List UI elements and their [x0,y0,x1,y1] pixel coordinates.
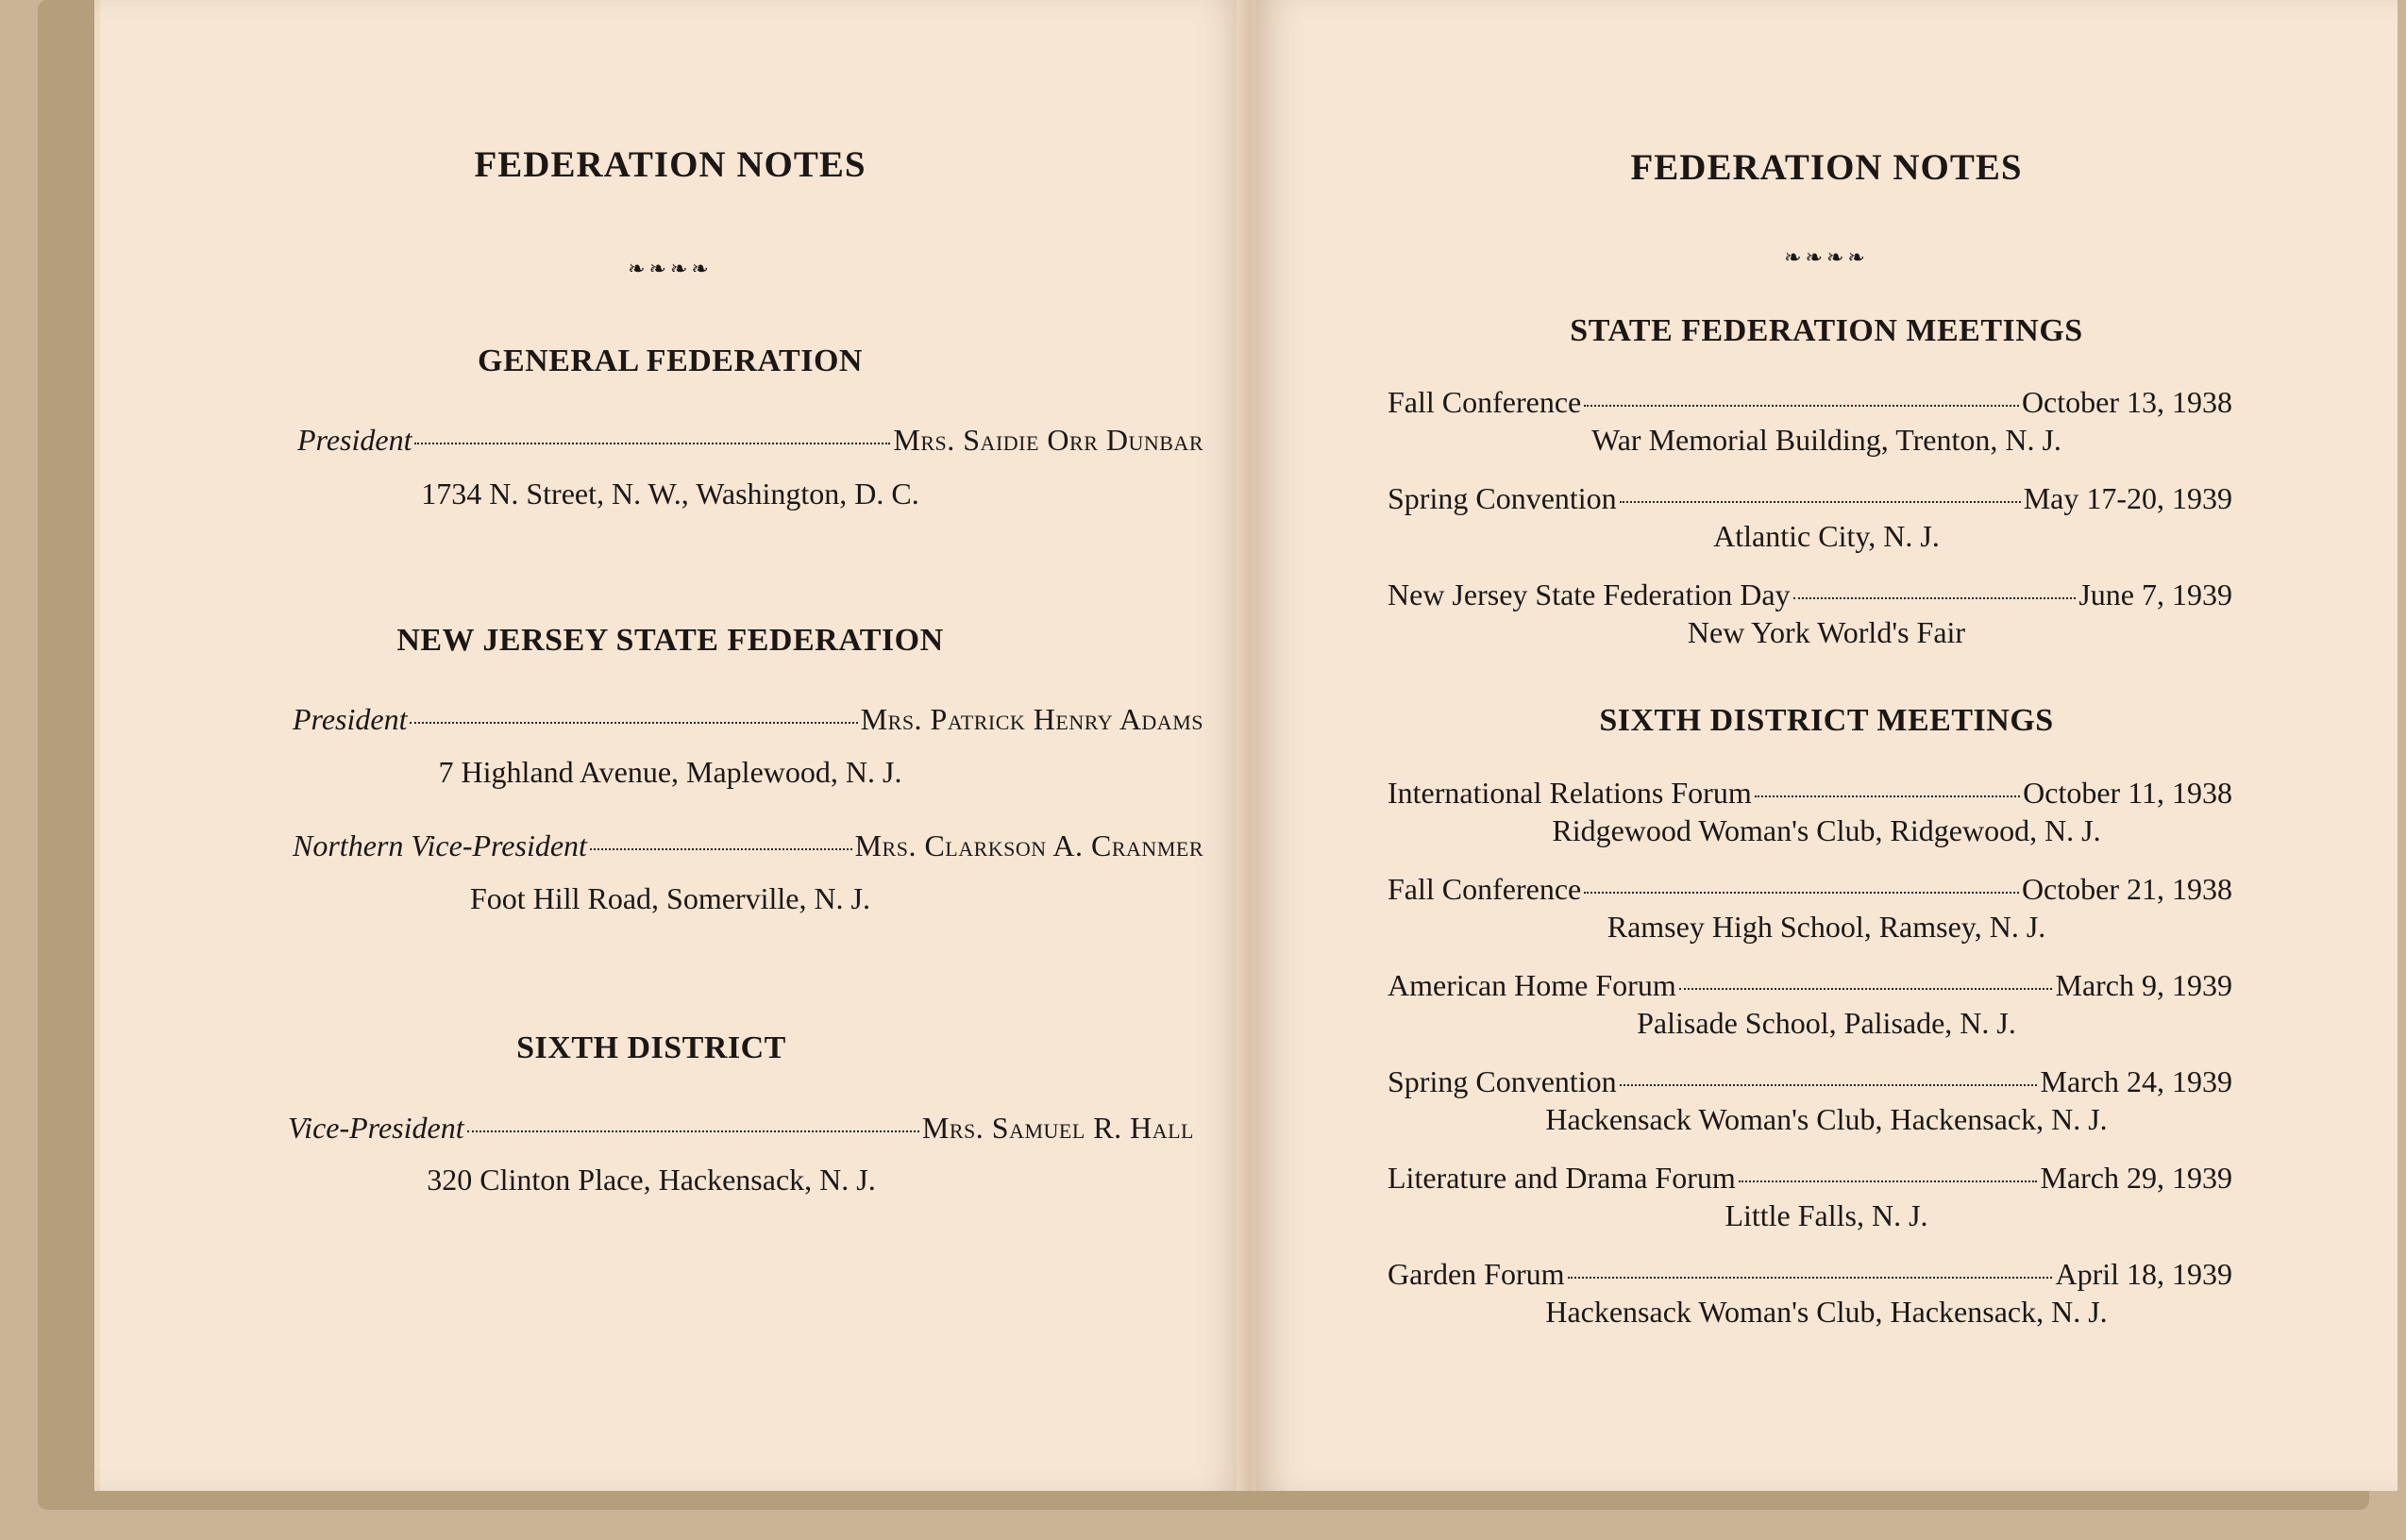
leader-dots [1584,892,2019,894]
meeting-date: October 11, 1938 [2023,776,2232,810]
entry-name: Mrs. Saidie Orr Dunbar [893,423,1203,457]
leader-dots [590,848,852,850]
meeting-date: October 13, 1938 [2021,385,2232,419]
meeting-place: New York World's Fair [1687,615,1966,649]
meeting-event: New Jersey State Federation Day [1388,578,1791,611]
leader-dots [1739,1180,2038,1182]
ornament-divider: ❧❧❧❧ [628,257,713,280]
leader-dots [1793,597,2077,599]
heading-state-meetings: STATE FEDERATION MEETINGS [1570,313,2083,348]
meeting-place: Palisade School, Palisade, N. J. [1637,1006,2016,1040]
meeting-entry [1388,968,2232,1003]
meeting-place: Ridgewood Woman's Club, Ridgewood, N. J. [1552,813,2101,847]
ornament-divider: ❧❧❧❧ [1784,245,1869,269]
nj-president-entry [293,702,1203,737]
entry-address: 320 Clinton Place, Hackensack, N. J. [427,1163,876,1197]
nj-northern-vp-entry [293,829,1203,863]
meeting-place: War Memorial Building, Trenton, N. J. [1591,423,2061,457]
entry-label: President [297,423,412,457]
entry-label: Northern Vice-President [293,829,587,862]
meeting-place: Hackensack Woman's Club, Hackensack, N. J. [1545,1102,2108,1136]
meeting-event: Spring Convention [1388,1064,1617,1098]
meeting-place: Ramsey High School, Ramsey, N. J. [1607,910,2046,944]
meeting-date: March 29, 1939 [2040,1161,2232,1195]
meeting-event: Fall Conference [1388,872,1582,906]
meeting-date: June 7, 1939 [2078,578,2232,611]
entry-label: President [293,702,408,736]
meeting-event: American Home Forum [1388,968,1676,1002]
leader-dots [1620,501,2021,503]
sixth-vp-entry [288,1111,1194,1146]
heading-general-federation: GENERAL FEDERATION [478,343,863,378]
meeting-entry [1388,1064,2232,1099]
entry-label: Vice-President [288,1111,464,1145]
meeting-date: March 24, 1939 [2040,1064,2232,1098]
meeting-place: Atlantic City, N. J. [1713,519,1940,553]
leader-dots [467,1130,919,1132]
meeting-place: Hackensack Woman's Club, Hackensack, N. J. [1545,1295,2108,1329]
leader-dots [414,443,890,444]
leader-dots [1679,988,2053,990]
entry-name: Mrs. Patrick Henry Adams [860,702,1203,736]
heading-nj-state-federation: NEW JERSEY STATE FEDERATION [396,623,944,658]
meeting-entry [1388,872,2232,907]
entry-name: Mrs. Samuel R. Hall [921,1111,1194,1145]
meeting-date: May 17-20, 1939 [2023,481,2232,515]
entry-address: Foot Hill Road, Somerville, N. J. [470,881,870,915]
general-president-entry [297,423,1203,458]
right-page [1255,0,2398,1491]
meeting-entry [1388,481,2232,516]
leader-dots [1755,795,2020,797]
meeting-date: April 18, 1939 [2055,1257,2232,1291]
meeting-entry [1388,776,2232,811]
meeting-event: Garden Forum [1388,1257,1565,1291]
entry-address: 1734 N. Street, N. W., Washington, D. C. [421,477,919,511]
meeting-event: Spring Convention [1388,481,1617,515]
meeting-entry [1388,578,2232,612]
entry-name: Mrs. Clarkson A. Cranmer [854,829,1203,862]
meeting-event: Literature and Drama Forum [1388,1161,1736,1195]
meeting-date: October 21, 1938 [2021,872,2232,906]
meeting-date: March 9, 1939 [2055,968,2232,1002]
entry-address: 7 Highland Avenue, Maplewood, N. J. [438,755,902,789]
open-booklet [38,0,2369,1510]
leader-dots [1568,1277,2053,1279]
meeting-event: International Relations Forum [1388,776,1752,810]
page-title: FEDERATION NOTES [1630,147,2023,188]
heading-district-meetings: SIXTH DISTRICT MEETINGS [1599,703,2054,738]
leader-dots [1620,1084,2038,1086]
meeting-entry [1388,1161,2232,1196]
leader-dots [410,722,857,724]
meeting-entry [1388,1257,2232,1292]
leader-dots [1584,405,2019,407]
meeting-place: Little Falls, N. J. [1725,1198,1928,1232]
meeting-entry [1388,385,2232,420]
heading-sixth-district: SIXTH DISTRICT [516,1030,786,1065]
left-page [94,0,1246,1491]
meeting-event: Fall Conference [1388,385,1582,419]
page-title: FEDERATION NOTES [474,144,866,185]
